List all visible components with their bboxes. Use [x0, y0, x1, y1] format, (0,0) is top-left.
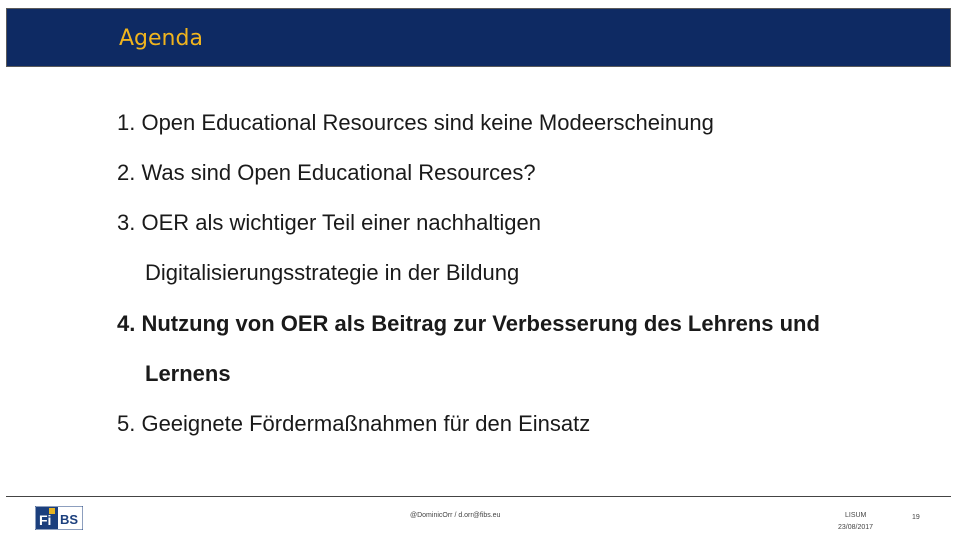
- agenda-item-4: 4. Nutzung von OER als Beitrag zur Verbesserung des Lehrens und: [117, 311, 820, 336]
- footer-divider: [6, 496, 951, 497]
- page-title: Agenda: [119, 26, 203, 51]
- footer-contact: @DominicOrr / d.orr@fibs.eu: [410, 512, 501, 519]
- agenda-item-3-continuation: Digitalisierungsstrategie in der Bildung: [145, 260, 520, 285]
- svg-text:BS: BS: [60, 512, 79, 527]
- fibs-logo: [35, 506, 83, 530]
- footer-venue: LISUM: [845, 512, 867, 519]
- svg-text:Fi: Fi: [39, 512, 52, 528]
- agenda-item-5: 5. Geeignete Fördermaßnahmen für den Einsatz: [117, 411, 591, 436]
- agenda-item-3: 3. OER als wichtiger Teil einer nachhaltigen: [117, 210, 541, 235]
- agenda-item-4-continuation: Lernens: [145, 361, 231, 386]
- agenda-item-2: 2. Was sind Open Educational Resources?: [117, 160, 536, 185]
- footer-date: 23/08/2017: [838, 524, 874, 531]
- agenda-item-1: 1. Open Educational Resources sind keine Modeerscheinung: [117, 110, 714, 135]
- page-number: 19: [912, 514, 920, 521]
- header-bar: [6, 8, 951, 67]
